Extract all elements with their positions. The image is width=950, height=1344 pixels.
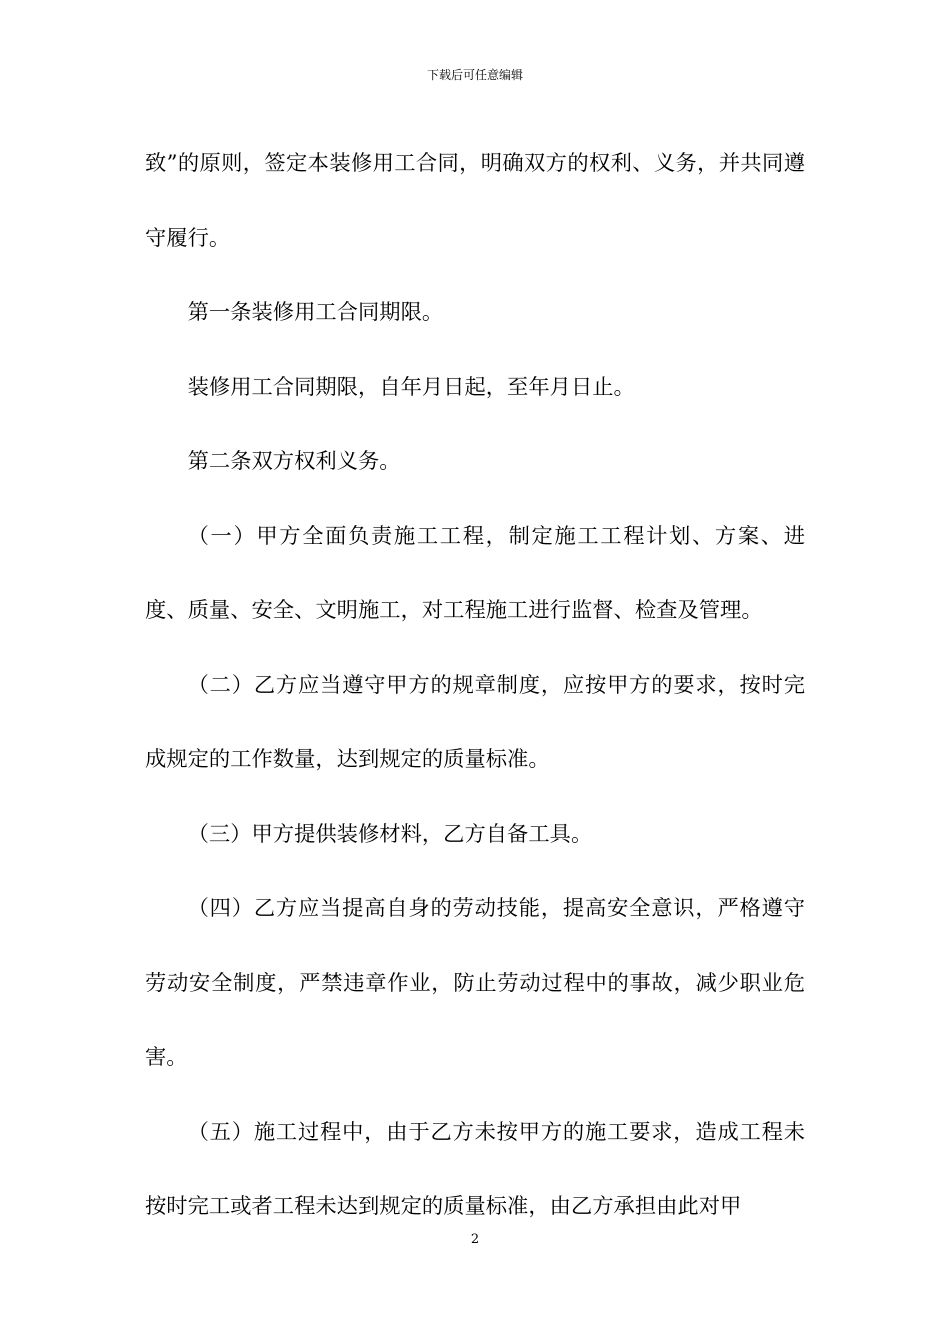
page-number: 2 [470, 1232, 480, 1247]
paragraph-1: 致”的原则，签定本装修用工合同，明确双方的权利、义务，并共同遵守履行。 [145, 151, 805, 251]
paragraph-5: （一）甲方全面负责施工工程，制定施工工程计划、方案、进度、质量、安全、文明施工，对工程施工进行监督、检查及管理。 [145, 523, 805, 623]
paragraph-2: 第一条装修用工合同期限。 [187, 300, 444, 325]
paragraph-3: 装修用工合同期限，自年月日起，至年月日止。 [187, 374, 635, 400]
document-body [145, 127, 805, 1245]
paragraph-8: （四）乙方应当提高自身的劳动技能，提高安全意识，严格遵守劳动安全制度，严禁违章作业，防止劳动过程中的事故，减少职业危害。 [145, 896, 805, 1070]
paragraph-4: 第二条双方权利义务。 [187, 449, 401, 474]
paragraph-9: （五）施工过程中，由于乙方未按甲方的施工要求，造成工程未按时完工或者工程未达到规定的质量标准，由乙方承担由此对甲 [145, 1119, 805, 1219]
page-header: 下载后可任意编辑 [426, 68, 523, 82]
paragraph-7: （三）甲方提供装修材料，乙方自备工具。 [187, 821, 593, 847]
paragraph-6: （二）乙方应当遵守甲方的规章制度，应按甲方的要求，按时完成规定的工作数量，达到规定的质量标准。 [145, 672, 805, 772]
